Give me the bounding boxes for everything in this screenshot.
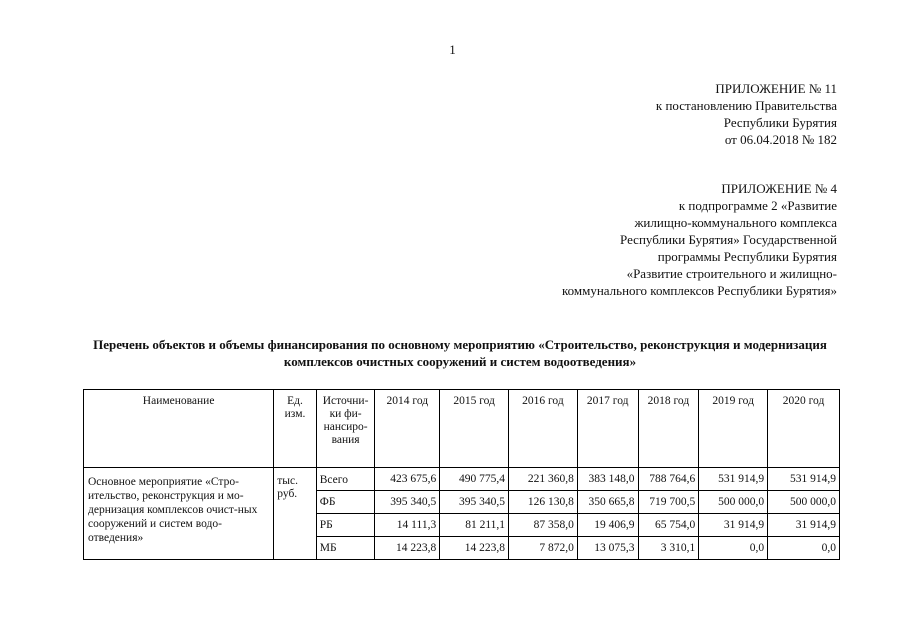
header-source: Источни-ки фи-нансиро-вания: [316, 390, 375, 468]
source-cell: ФБ: [316, 491, 375, 514]
value-cell: 395 340,5: [440, 491, 509, 514]
header-2016: 2016 год: [509, 390, 578, 468]
value-cell: 788 764,6: [638, 468, 699, 491]
value-cell: 7 872,0: [509, 537, 578, 560]
header-name: Наименование: [84, 390, 274, 468]
value-cell: 87 358,0: [509, 514, 578, 537]
value-cell: 31 914,9: [768, 514, 840, 537]
appendix-11-header: [656, 80, 837, 148]
source-cell: Всего: [316, 468, 375, 491]
appendix-11-line: от 06.04.2018 № 182: [724, 132, 837, 147]
item-name-cell: Основное мероприятие «Стро-ительство, реконструкция и мо-дернизация комплексов очист-ных сооружений и систем водо-отведения»: [84, 468, 274, 560]
header-2020: 2020 год: [768, 390, 840, 468]
value-cell: 14 223,8: [440, 537, 509, 560]
header-2018: 2018 год: [638, 390, 699, 468]
header-2017: 2017 год: [577, 390, 638, 468]
appendix-4-line: жилищно-коммунального комплекса: [634, 215, 837, 230]
appendix-11-line: ПРИЛОЖЕНИЕ № 11: [715, 81, 837, 96]
value-cell: 13 075,3: [577, 537, 638, 560]
source-cell: МБ: [316, 537, 375, 560]
header-2019: 2019 год: [699, 390, 768, 468]
value-cell: 490 775,4: [440, 468, 509, 491]
document-title: Перечень объектов и объемы финансирования по основному мероприятию «Строительство, реконструкция и модернизация комплексов очистных сооружений и систем водоотведения»: [93, 337, 827, 369]
value-cell: 350 665,8: [577, 491, 638, 514]
appendix-11-line: к постановлению Правительства: [655, 98, 837, 113]
value-cell: 221 360,8: [509, 468, 578, 491]
value-cell: 500 000,0: [699, 491, 768, 514]
header-unit: Ед. изм.: [274, 390, 317, 468]
value-cell: 19 406,9: [577, 514, 638, 537]
value-cell: 126 130,8: [509, 491, 578, 514]
value-cell: 14 111,3: [375, 514, 440, 537]
source-cell: РБ: [316, 514, 375, 537]
appendix-4-line: к подпрограмме 2 «Развитие: [678, 198, 837, 213]
header-2015: 2015 год: [440, 390, 509, 468]
value-cell: 0,0: [768, 537, 840, 560]
page-number: 1: [449, 42, 456, 57]
value-cell: 423 675,6: [375, 468, 440, 491]
item-unit-cell: тыс. руб.: [274, 468, 317, 560]
appendix-4-line: ПРИЛОЖЕНИЕ № 4: [721, 181, 837, 196]
appendix-11-line: Республики Бурятия: [723, 115, 837, 130]
value-cell: 65 754,0: [638, 514, 699, 537]
appendix-4-line: программы Республики Бурятия: [657, 249, 837, 264]
appendix-4-line: «Развитие строительного и жилищно-: [626, 266, 837, 281]
value-cell: 81 211,1: [440, 514, 509, 537]
financing-table: [83, 389, 840, 560]
header-2014: 2014 год: [375, 390, 440, 468]
value-cell: 531 914,9: [699, 468, 768, 491]
table-header-row: [84, 390, 840, 468]
value-cell: 14 223,8: [375, 537, 440, 560]
value-cell: 719 700,5: [638, 491, 699, 514]
value-cell: 395 340,5: [375, 491, 440, 514]
appendix-4-header: [562, 180, 837, 299]
value-cell: 531 914,9: [768, 468, 840, 491]
value-cell: 31 914,9: [699, 514, 768, 537]
value-cell: 3 310,1: [638, 537, 699, 560]
value-cell: 383 148,0: [577, 468, 638, 491]
table-row: [84, 468, 840, 491]
appendix-4-line: Республики Бурятия» Государственной: [620, 232, 837, 247]
value-cell: 500 000,0: [768, 491, 840, 514]
appendix-4-line: коммунального комплексов Республики Бурятия»: [561, 283, 837, 298]
value-cell: 0,0: [699, 537, 768, 560]
